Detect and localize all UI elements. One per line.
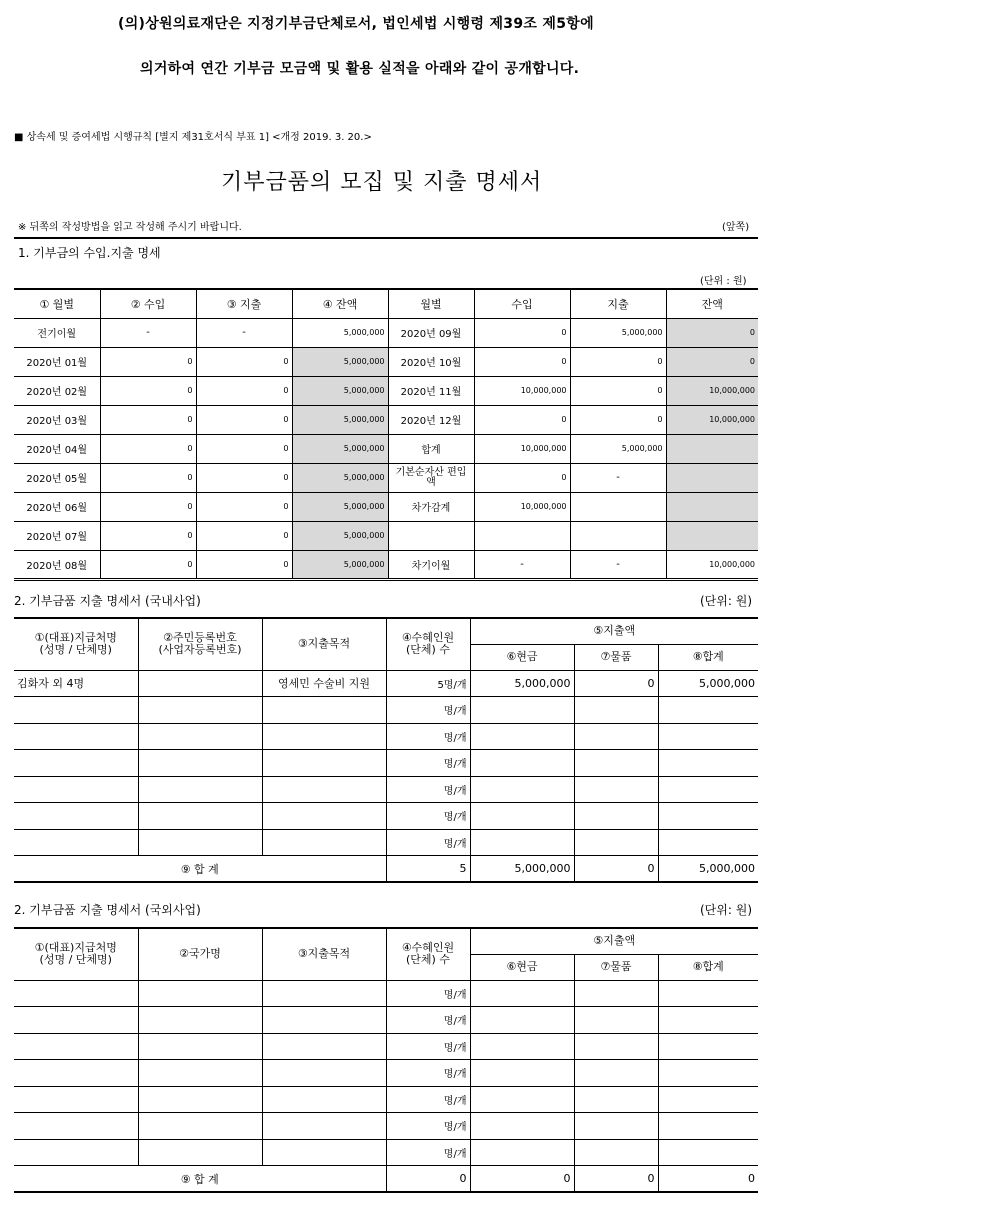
recipient-cell [14,1113,138,1140]
month-label-cell: 2020년 04월 [14,434,100,463]
count-cell: 명/개 [386,697,470,724]
purpose-cell [262,723,386,750]
recipient-cell [14,1060,138,1087]
table-row [14,829,758,856]
amount-cell: - [196,318,292,347]
column-header: 지출 [570,289,666,318]
amount-cell: 0 [196,405,292,434]
header-goods: ⑦물품 [574,954,658,980]
total-cell: 5,000,000 [658,670,758,697]
purpose-cell [262,803,386,830]
amount-cell: 0 [666,347,758,376]
amount-cell [474,521,570,550]
sum-label: ⑨ 합 계 [14,1166,386,1193]
intro-line-2: 의거하여 연간 기부금 모금액 및 활용 실적을 아래와 같이 공개합니다. [140,61,580,77]
id-cell [138,803,262,830]
top-rule [14,237,758,239]
amount-cell: 0 [196,434,292,463]
country-cell [138,1033,262,1060]
goods-cell [574,776,658,803]
table-row [14,670,758,697]
domestic-expense-table [14,617,758,883]
recipient-cell [14,1086,138,1113]
amount-cell: 0 [196,376,292,405]
amount-cell: - [570,550,666,579]
header-purpose: ③지출목적 [262,928,386,980]
column-header: 수입 [474,289,570,318]
goods-cell [574,1113,658,1140]
amount-cell: 0 [474,405,570,434]
table-row [14,405,758,434]
amount-cell: 5,000,000 [292,376,388,405]
header-cash: ⑥현금 [470,954,574,980]
id-cell [138,670,262,697]
country-cell [138,980,262,1007]
count-cell: 명/개 [386,1086,470,1113]
recipient-cell [14,723,138,750]
section1-unit: (단위 : 원) [700,276,747,287]
total-cell [658,723,758,750]
recipient-cell [14,1139,138,1166]
goods-cell [574,1139,658,1166]
header-cash: ⑥현금 [470,644,574,670]
purpose-cell [262,980,386,1007]
recipient-cell [14,776,138,803]
sum-total: 0 [658,1166,758,1193]
amount-cell: 10,000,000 [474,492,570,521]
amount-cell: 5,000,000 [292,550,388,579]
amount-cell [570,492,666,521]
section2-unit: (단위: 원) [700,594,752,608]
month-label-cell: 2020년 06월 [14,492,100,521]
count-cell: 명/개 [386,750,470,777]
month-label-cell: 2020년 12월 [388,405,474,434]
amount-cell [666,521,758,550]
amount-cell [666,492,758,521]
purpose-cell [262,1113,386,1140]
amount-cell: 5,000,000 [292,318,388,347]
goods-cell [574,697,658,724]
amount-cell: 0 [570,347,666,376]
table-row [14,347,758,376]
count-cell: 명/개 [386,1113,470,1140]
country-cell [138,1007,262,1034]
recipient-cell [14,1033,138,1060]
purpose-cell [262,1007,386,1034]
amount-cell: 0 [666,318,758,347]
month-label-cell: 2020년 09월 [388,318,474,347]
id-cell [138,723,262,750]
amount-cell: 0 [474,347,570,376]
month-label-cell: 2020년 02월 [14,376,100,405]
table-row [14,1033,758,1060]
table-row [14,980,758,1007]
amount-cell: 5,000,000 [292,463,388,492]
total-cell [658,829,758,856]
total-cell [658,1033,758,1060]
month-label-cell: 차가감계 [388,492,474,521]
goods-cell [574,750,658,777]
header-goods: ⑦물품 [574,644,658,670]
cash-cell [470,980,574,1007]
month-label-cell: 합계 [388,434,474,463]
amount-cell: 0 [570,376,666,405]
amount-cell: 5,000,000 [292,405,388,434]
table-row [14,463,758,492]
table-row [14,1139,758,1166]
recipient-cell [14,803,138,830]
id-cell [138,750,262,777]
sum-count: 0 [386,1166,470,1193]
header-beneficiaries: ④수혜인원 (단체) 수 [386,618,470,670]
country-cell [138,1086,262,1113]
total-cell [658,1113,758,1140]
sum-cash: 5,000,000 [470,856,574,883]
header-amount: ⑤지출액 [470,618,758,644]
header-beneficiaries: ④수혜인원 (단체) 수 [386,928,470,980]
id-cell [138,776,262,803]
section3-unit: (단위: 원) [700,903,752,917]
month-label-cell: 차기이월 [388,550,474,579]
country-cell [138,1139,262,1166]
goods-cell [574,1007,658,1034]
header-row [14,289,758,318]
table-row [14,1086,758,1113]
amount-cell: 0 [474,318,570,347]
recipient-cell [14,750,138,777]
amount-cell: 10,000,000 [474,434,570,463]
table-row [14,550,758,579]
amount-cell [570,521,666,550]
total-cell [658,1060,758,1087]
goods-cell [574,829,658,856]
purpose-cell [262,1139,386,1166]
header-total: ⑧합계 [658,644,758,670]
recipient-cell [14,1007,138,1034]
country-cell [138,1113,262,1140]
column-header: ① 월별 [14,289,100,318]
cash-cell [470,829,574,856]
column-header: ② 수입 [100,289,196,318]
table-row [14,318,758,347]
column-header: ④ 잔액 [292,289,388,318]
header-registration-number: ②주민등록번호 (사업자등록번호) [138,618,262,670]
cash-cell [470,750,574,777]
purpose-cell [262,1033,386,1060]
total-cell [658,697,758,724]
id-cell [138,829,262,856]
table-row [14,521,758,550]
amount-cell [666,434,758,463]
section1-heading: 1. 기부금의 수입.지출 명세 [18,246,161,260]
amount-cell: 0 [100,347,196,376]
count-cell: 명/개 [386,980,470,1007]
goods-cell [574,1086,658,1113]
id-cell [138,697,262,724]
amount-cell: 0 [196,492,292,521]
amount-cell: 0 [100,405,196,434]
month-label-cell: 전기이월 [14,318,100,347]
intro-line-1: (의)상원의료재단은 지정기부금단체로서, 법인세법 시행령 제39조 제5항에 [118,16,594,32]
sum-goods: 0 [574,1166,658,1193]
amount-cell: 0 [196,550,292,579]
amount-cell: 5,000,000 [292,521,388,550]
total-cell [658,803,758,830]
count-cell: 명/개 [386,1007,470,1034]
goods-cell: 0 [574,670,658,697]
amount-cell: 10,000,000 [474,376,570,405]
income-expense-table [14,288,758,581]
amount-cell: 0 [100,463,196,492]
purpose-cell [262,829,386,856]
amount-cell: 0 [570,405,666,434]
form-reference: ■ 상속세 및 증여세법 시행규칙 [별지 제31호서식 부표 1] <개정 2019. 3. 20.> [14,132,372,143]
amount-cell: 0 [100,550,196,579]
count-cell: 명/개 [386,803,470,830]
amount-cell: - [570,463,666,492]
sum-count: 5 [386,856,470,883]
goods-cell [574,803,658,830]
cash-cell [470,1139,574,1166]
cash-cell [470,1007,574,1034]
amount-cell: 0 [100,521,196,550]
amount-cell: 5,000,000 [570,318,666,347]
amount-cell: 0 [196,347,292,376]
total-cell [658,776,758,803]
purpose-cell [262,697,386,724]
cash-cell [470,723,574,750]
table-row [14,750,758,777]
column-header: ③ 지출 [196,289,292,318]
goods-cell [574,1033,658,1060]
cash-cell: 5,000,000 [470,670,574,697]
count-cell: 명/개 [386,776,470,803]
amount-cell: 5,000,000 [570,434,666,463]
total-cell [658,750,758,777]
table-row [14,492,758,521]
count-cell: 명/개 [386,829,470,856]
amount-cell: 0 [100,434,196,463]
header-country: ②국가명 [138,928,262,980]
overseas-expense-table [14,927,758,1193]
header-total: ⑧합계 [658,954,758,980]
month-label-cell: 2020년 11월 [388,376,474,405]
amount-cell: 0 [474,463,570,492]
section2-heading: 2. 기부금품 지출 명세서 (국내사업) [14,594,201,608]
cash-cell [470,776,574,803]
header-amount: ⑤지출액 [470,928,758,954]
amount-cell: 5,000,000 [292,434,388,463]
recipient-cell: 김화자 외 4명 [14,670,138,697]
purpose-cell [262,750,386,777]
amount-cell: 0 [196,463,292,492]
cash-cell [470,697,574,724]
header-recipient: ①(대표)지급처명 (성명 / 단체명) [14,928,138,980]
cash-cell [470,803,574,830]
sum-cash: 0 [470,1166,574,1193]
total-cell [658,1139,758,1166]
count-cell: 명/개 [386,1060,470,1087]
month-label-cell: 2020년 10월 [388,347,474,376]
country-cell [138,1060,262,1087]
cash-cell [470,1060,574,1087]
table-row [14,376,758,405]
month-label-cell: 2020년 08월 [14,550,100,579]
table-row [14,723,758,750]
cash-cell [470,1086,574,1113]
table-row [14,697,758,724]
sum-label: ⑨ 합 계 [14,856,386,883]
amount-cell: 10,000,000 [666,405,758,434]
goods-cell [574,723,658,750]
column-header: 월별 [388,289,474,318]
sum-total: 5,000,000 [658,856,758,883]
table-row [14,1113,758,1140]
table-row [14,803,758,830]
column-header: 잔액 [666,289,758,318]
amount-cell: 10,000,000 [666,376,758,405]
total-cell [658,1007,758,1034]
total-cell [658,1086,758,1113]
amount-cell: 10,000,000 [666,550,758,579]
goods-cell [574,980,658,1007]
instruction-note: ※ 뒤쪽의 작성방법을 읽고 작성해 주시기 바랍니다. [18,222,242,233]
count-cell: 명/개 [386,1139,470,1166]
amount-cell: 5,000,000 [292,492,388,521]
amount-cell: 0 [100,492,196,521]
total-cell [658,980,758,1007]
goods-cell [574,1060,658,1087]
month-label-cell: 2020년 01월 [14,347,100,376]
purpose-cell [262,776,386,803]
purpose-cell [262,1060,386,1087]
table-row [14,1060,758,1087]
month-label-cell: 2020년 07월 [14,521,100,550]
table-row [14,434,758,463]
cash-cell [470,1033,574,1060]
amount-cell [666,463,758,492]
amount-cell: 0 [100,376,196,405]
sum-goods: 0 [574,856,658,883]
month-label-cell: 2020년 05월 [14,463,100,492]
section3-heading: 2. 기부금품 지출 명세서 (국외사업) [14,903,201,917]
count-cell: 명/개 [386,1033,470,1060]
header-purpose: ③지출목적 [262,618,386,670]
month-label-cell [388,521,474,550]
amount-cell: 5,000,000 [292,347,388,376]
month-label-cell: 2020년 03월 [14,405,100,434]
count-cell: 명/개 [386,723,470,750]
table-row [14,1007,758,1034]
page-title: 기부금품의 모집 및 지출 명세서 [221,170,543,195]
purpose-cell [262,1086,386,1113]
amount-cell: - [100,318,196,347]
amount-cell: - [474,550,570,579]
recipient-cell [14,829,138,856]
cash-cell [470,1113,574,1140]
count-cell: 5명/개 [386,670,470,697]
recipient-cell [14,697,138,724]
header-recipient: ①(대표)지급처명 (성명 / 단체명) [14,618,138,670]
amount-cell: 0 [196,521,292,550]
front-side-label: (앞쪽) [722,222,750,233]
month-label-cell: 기본순자산 편입액 [388,463,474,492]
purpose-cell: 영세민 수술비 지원 [262,670,386,697]
table-row [14,776,758,803]
recipient-cell [14,980,138,1007]
